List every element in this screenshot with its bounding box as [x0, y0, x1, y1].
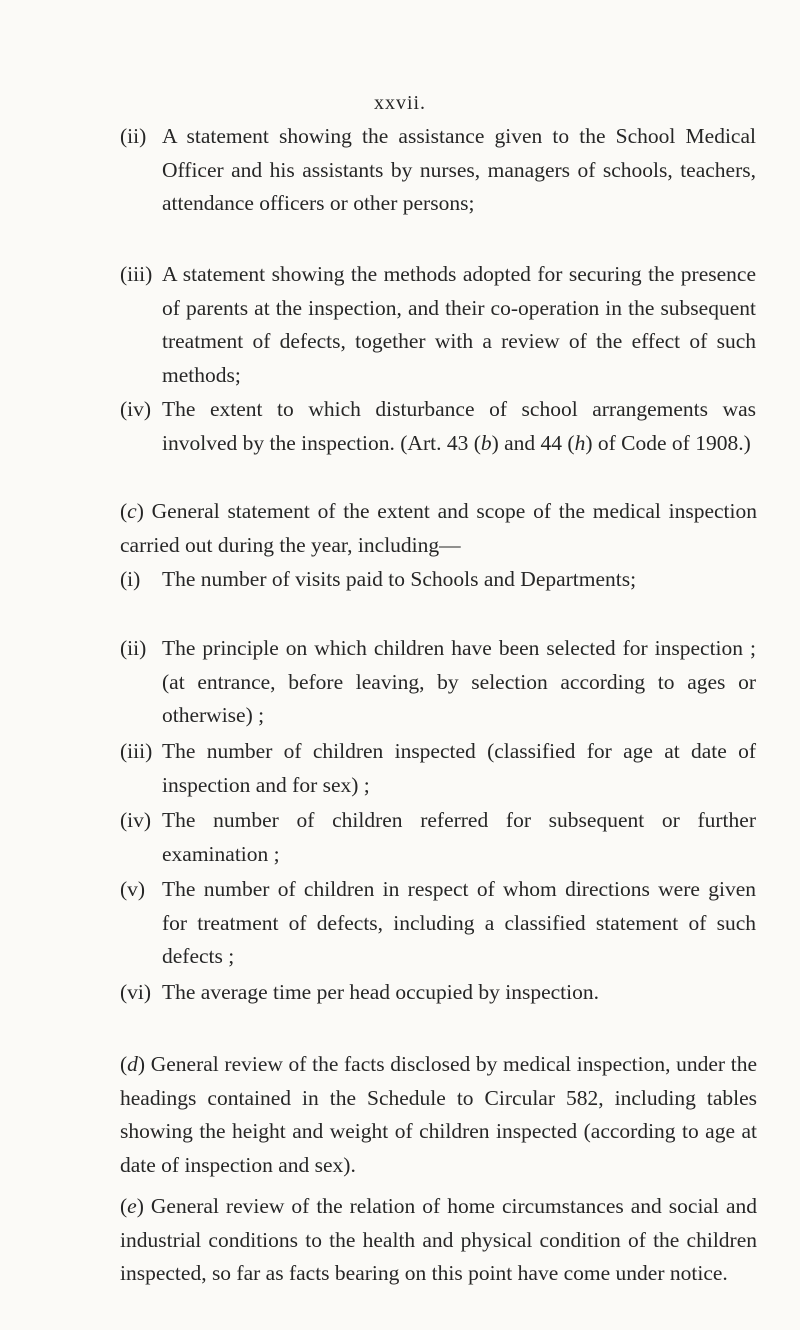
list-item-c-iii [120, 735, 756, 802]
section-c-intro: (c) General statement of the extent and scope of the medical inspection carried out during the year, including— [120, 499, 757, 557]
list-item-number: (ii) [120, 636, 147, 660]
list-item-text: The average time per head occupied by inspection. [162, 980, 599, 1004]
section-marker: c [127, 499, 137, 523]
section-marker: d [127, 1052, 138, 1076]
section-marker: e [127, 1194, 137, 1218]
list-item-text: A statement showing the methods adopted for securing the presence of parents at the inspection, and their co-operation in the subsequent treatment of defects, together with a review of the effect of such methods; [162, 262, 756, 387]
section-text: General review of the relation of home circumstances and social and industrial conditions to the health and physical condition of the children inspected, so far as facts bearing on this point have come under notice. [120, 1194, 757, 1285]
list-item-text: The extent to which disturbance of school arrangements was involved by the inspection. (Art. 43 (b) and 44 (h) of Code of 1908.) [162, 397, 756, 455]
list-item-text: The number of children referred for subsequent or further examination ; [162, 808, 756, 866]
list-item-c-vi [120, 976, 756, 1010]
section-d: (d) General review of the facts disclosed by medical inspection, under the headings contained in the Schedule to Circular 582, including tables showing the height and weight of children inspected (according to age at date of inspection and sex). [120, 1052, 757, 1177]
list-item-c-iv [120, 804, 756, 871]
list-item-number: (iii) [120, 739, 153, 763]
list-item-b-ii [120, 120, 756, 221]
list-item-b-iii [120, 258, 756, 392]
list-item-text: A statement showing the assistance given to the School Medical Officer and his assistants by nurses, managers of schools, teachers, attendance officers or other persons; [162, 124, 756, 215]
list-item-number: (iv) [120, 397, 152, 421]
section-text: General statement of the extent and scope of the medical inspection carried out during the year, including— [120, 499, 757, 557]
list-item-number: (i) [120, 567, 141, 591]
list-item-text: The principle on which children have been selected for inspection ; (at entrance, before leaving, by selection according to ages or otherwise) ; [162, 636, 756, 727]
list-item-c-v [120, 873, 756, 974]
list-item-number: (iii) [120, 262, 153, 286]
list-item-number: (ii) [120, 124, 147, 148]
list-item-number: (iv) [120, 808, 152, 832]
list-item-text: The number of children inspected (classified for age at date of inspection and for sex) ; [162, 739, 756, 797]
list-item-b-iv [120, 393, 756, 460]
list-item-number: (vi) [120, 980, 152, 1004]
list-item-c-ii [120, 632, 756, 733]
section-e: (e) General review of the relation of home circumstances and social and industrial conditions to the health and physical condition of the children inspected, so far as facts bearing on this point have come under notice. [120, 1194, 757, 1285]
page-number: xxvii. [373, 92, 427, 114]
list-item-text: The number of children in respect of whom directions were given for treatment of defects, including a classified statement of such defects ; [162, 877, 756, 968]
list-item-text: The number of visits paid to Schools and Departments; [162, 567, 637, 591]
section-text: General review of the facts disclosed by medical inspection, under the headings contained in the Schedule to Circular 582, including tables showing the height and weight of children inspected (according to age at date of inspection and sex). [120, 1052, 757, 1177]
list-item-number: (v) [120, 877, 146, 901]
list-item-c-i [120, 563, 756, 597]
